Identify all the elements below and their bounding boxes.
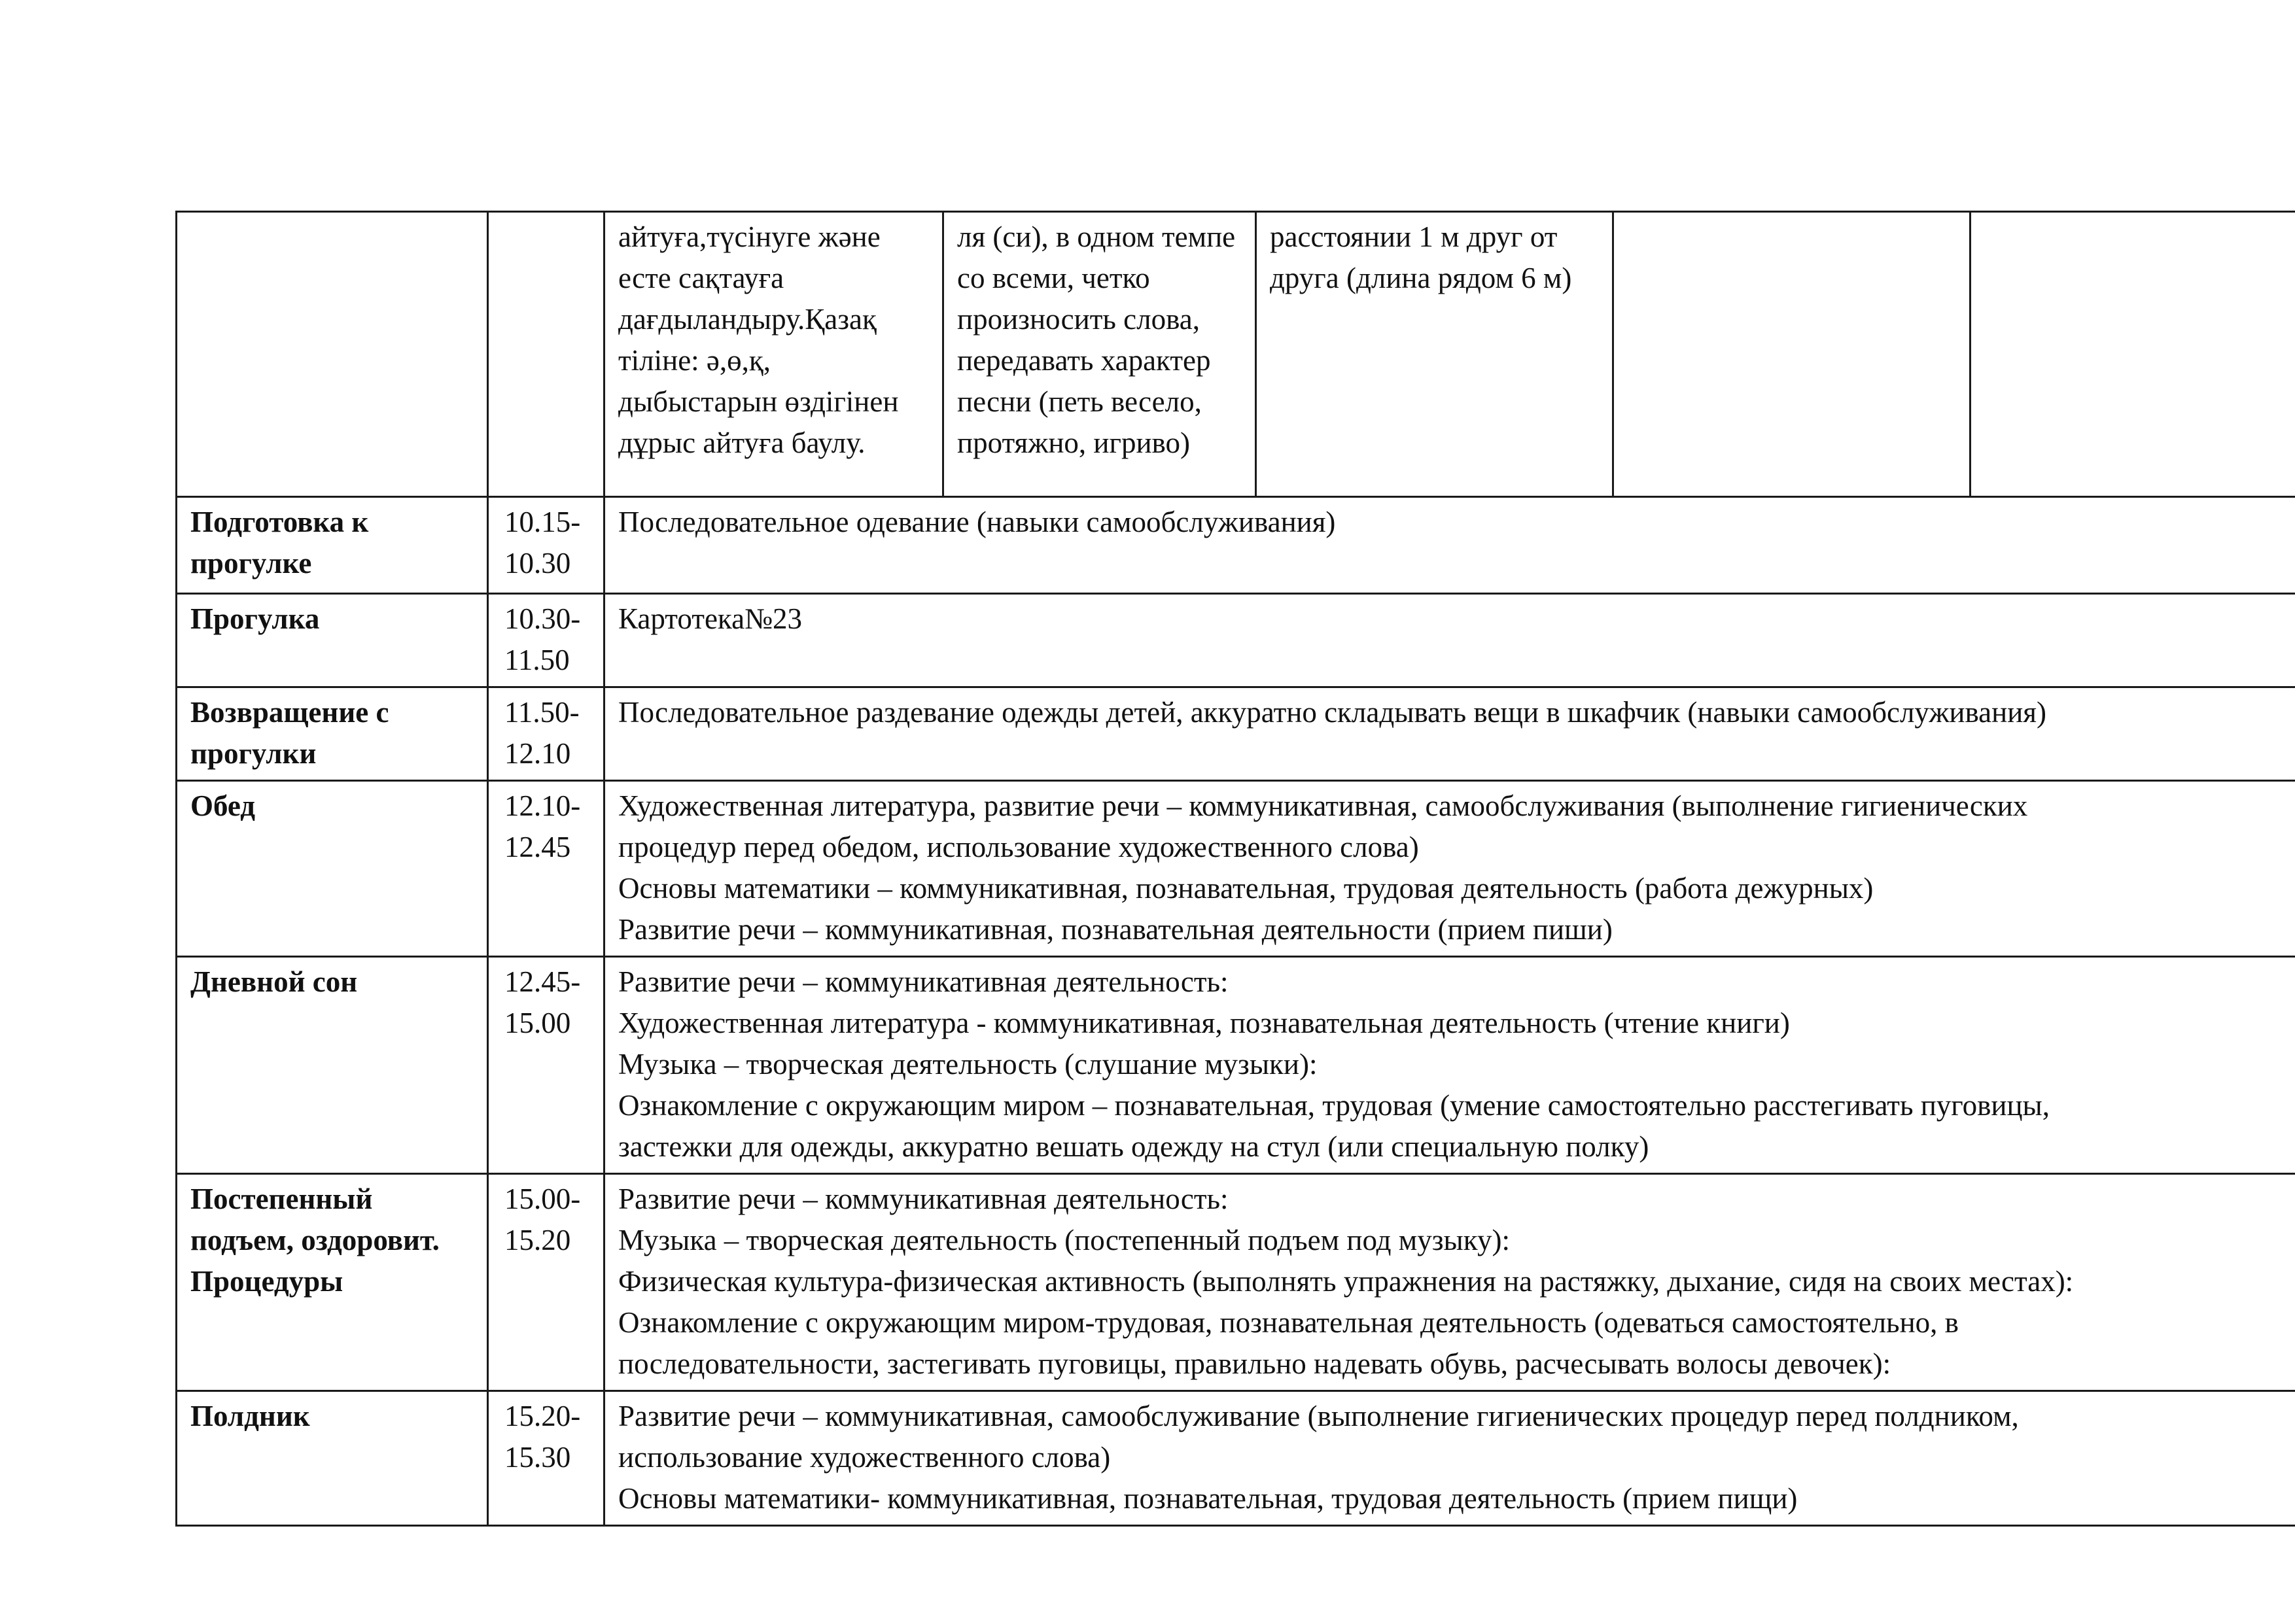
description-line: Основы математики – коммуникативная, познавательная, трудовая деятельность (работа дежурных) bbox=[618, 872, 1874, 905]
description-line: Развитие речи – коммуникативная, познавательная деятельности (прием пиши) bbox=[618, 913, 1613, 946]
physical-education-cell: расстоянии 1 м друг от друга (длина рядом 6 м) bbox=[1256, 212, 1613, 497]
activity-label: Обед bbox=[177, 781, 488, 957]
schedule-row bbox=[177, 1391, 2295, 1526]
activity-description bbox=[604, 781, 2295, 957]
activity-description bbox=[604, 957, 2295, 1174]
description-line: Музыка – творческая деятельность (постепенный подъем под музыку): bbox=[618, 1224, 1511, 1256]
activity-label: Полдник bbox=[177, 1391, 488, 1526]
time-range: 11.50-12.10 bbox=[488, 687, 604, 781]
description-line: Художественная литература, развитие речи – коммуникативная, самообслуживания (выполнение гигиенических bbox=[618, 789, 2028, 822]
activity-label: Постепенный подъем, оздоровит. Процедуры bbox=[177, 1174, 488, 1391]
activity-label: Возвращение с прогулки bbox=[177, 687, 488, 781]
empty-activity-cell bbox=[1971, 212, 2295, 497]
activity-description bbox=[604, 1174, 2295, 1391]
schedule-row bbox=[177, 1174, 2295, 1391]
schedule-row bbox=[177, 781, 2295, 957]
description-line: Основы математики- коммуникативная, познавательная, трудовая деятельность (прием пищи) bbox=[618, 1482, 1798, 1515]
schedule-row bbox=[177, 594, 2295, 687]
time-range: 15.00-15.20 bbox=[488, 1174, 604, 1391]
empty-label-cell bbox=[177, 212, 488, 497]
description-line: Развитие речи – коммуникативная деятельность: bbox=[618, 965, 1229, 998]
description-line: Последовательное раздевание одежды детей, аккуратно складывать вещи в шкафчик (навыки самообслуживания) bbox=[618, 696, 2046, 729]
activity-description bbox=[604, 594, 2295, 687]
time-range: 12.45-15.00 bbox=[488, 957, 604, 1174]
description-line: процедур перед обедом, использование художественного слова) bbox=[618, 831, 1419, 863]
description-line: застежки для одежды, аккуратно вешать одежду на стул (или специальную полку) bbox=[618, 1130, 1649, 1163]
empty-activity-cell bbox=[1613, 212, 1971, 497]
time-range: 10.30-11.50 bbox=[488, 594, 604, 687]
activity-label: Прогулка bbox=[177, 594, 488, 687]
continuation-row bbox=[177, 212, 2295, 497]
activity-description bbox=[604, 1391, 2295, 1526]
schedule-row bbox=[177, 497, 2295, 594]
description-line: Физическая культура-физическая активность (выполнять упражнения на растяжку, дыхание, сидя на своих местах): bbox=[618, 1265, 2074, 1298]
activity-description bbox=[604, 497, 2295, 594]
schedule-row bbox=[177, 687, 2295, 781]
description-line: Последовательное одевание (навыки самообслуживания) bbox=[618, 506, 1336, 538]
description-line: использование художественного слова) bbox=[618, 1441, 1111, 1474]
music-cell: ля (си), в одном темпе со всеми, четко произносить слова, передавать характер песни (петь весело, протяжно, игриво) bbox=[943, 212, 1256, 497]
description-line: Художественная литература - коммуникативная, познавательная деятельность (чтение книги) bbox=[618, 1007, 1790, 1039]
schedule-table bbox=[175, 211, 2295, 1527]
kazakh-language-cell: айтуға,түсінуге және есте сақтауға дағдыландыру.Қазақ тіліне: ә,ө,қ, дыбыстарын өздігінен дұрыс айтуға баулу. bbox=[604, 212, 943, 497]
description-line: Картотека№23 bbox=[618, 602, 803, 635]
description-line: последовательности, застегивать пуговицы, правильно надевать обувь, расчесывать волосы девочек): bbox=[618, 1347, 1891, 1380]
time-range: 10.15-10.30 bbox=[488, 497, 604, 594]
description-line: Ознакомление с окружающим миром-трудовая, познавательная деятельность (одеваться самостоятельно, в bbox=[618, 1306, 1959, 1339]
time-range: 12.10-12.45 bbox=[488, 781, 604, 957]
activity-label: Дневной сон bbox=[177, 957, 488, 1174]
activity-label: Подготовка к прогулке bbox=[177, 497, 488, 594]
description-line: Развитие речи – коммуникативная деятельность: bbox=[618, 1183, 1229, 1215]
description-line: Музыка – творческая деятельность (слушание музыки): bbox=[618, 1048, 1318, 1080]
activity-description bbox=[604, 687, 2295, 781]
description-line: Ознакомление с окружающим миром – познавательная, трудовая (умение самостоятельно расстегивать пуговицы, bbox=[618, 1089, 2050, 1122]
empty-time-cell bbox=[488, 212, 604, 497]
description-line: Развитие речи – коммуникативная, самообслуживание (выполнение гигиенических процедур перед полдником, bbox=[618, 1400, 2019, 1432]
time-range: 15.20-15.30 bbox=[488, 1391, 604, 1526]
schedule-row bbox=[177, 957, 2295, 1174]
